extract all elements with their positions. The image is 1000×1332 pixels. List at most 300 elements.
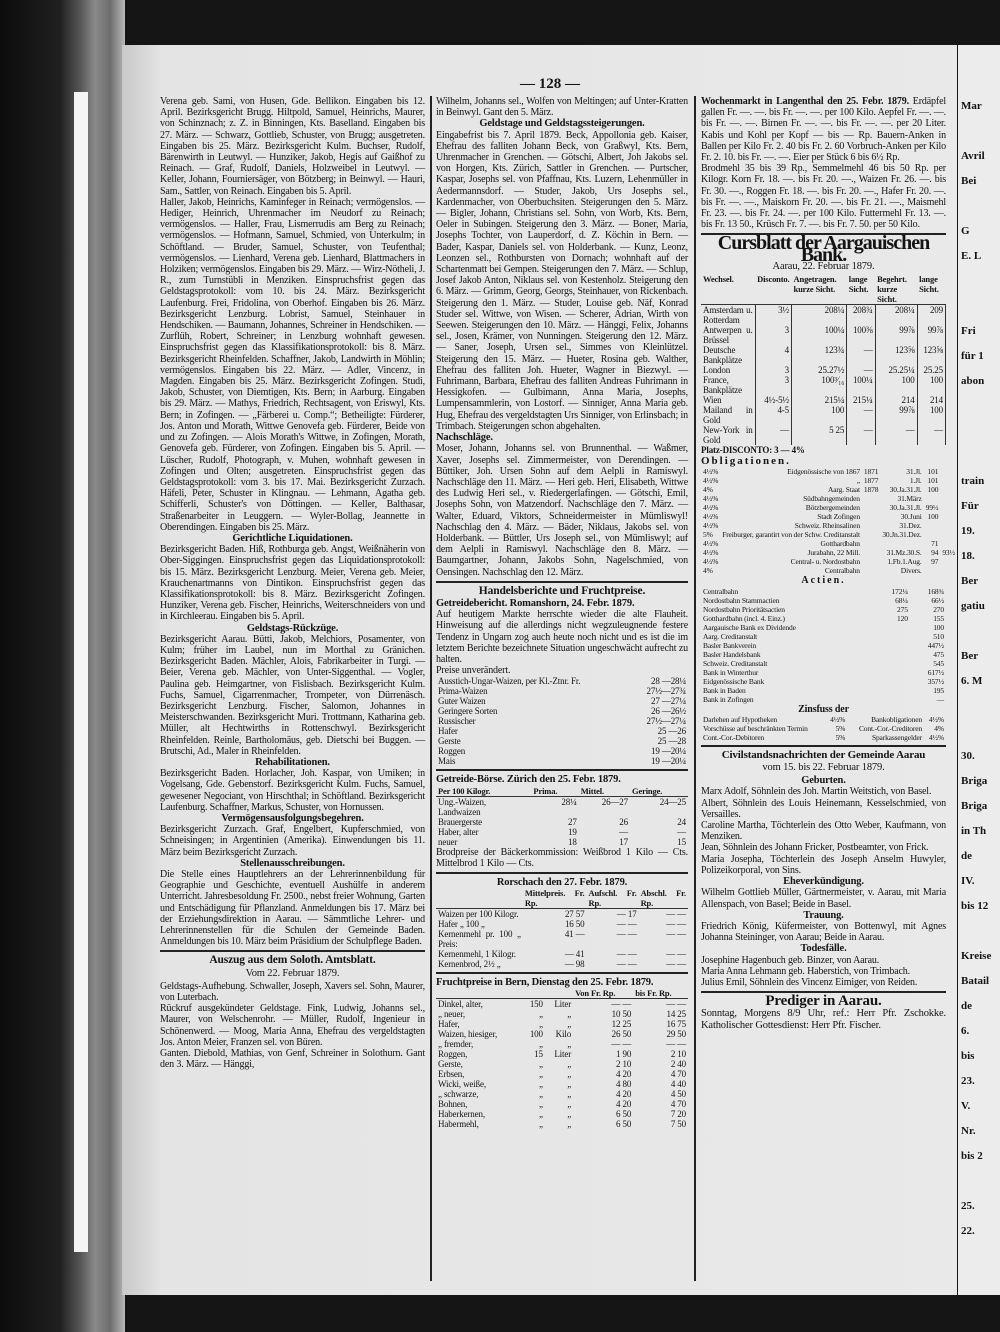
- table-cell: Roggen,: [438, 1049, 468, 1060]
- facing-page-line: Nr.: [961, 1125, 976, 1137]
- table-cell: 31.Jl.: [906, 467, 922, 477]
- table-row: [436, 1089, 688, 1099]
- table-cell: 123⅝: [875, 345, 917, 365]
- table-cell: Bank in Baden: [703, 685, 746, 695]
- table-cell: 99⅞: [875, 405, 917, 425]
- column-header: Per 100 Kilogr.: [436, 786, 531, 797]
- facing-page-line: 22.: [961, 1225, 975, 1237]
- section-title: Nachschläge.: [436, 432, 493, 444]
- table-cell: [862, 566, 880, 575]
- table-cell: [874, 632, 910, 641]
- facing-page: [958, 45, 1000, 1295]
- facing-page-line: [958, 275, 1000, 288]
- table-cell: Jurabahn, 22 Mill.: [807, 548, 860, 558]
- table-cell: 4 20: [616, 1069, 632, 1080]
- subsection-title: Geburten.: [801, 775, 846, 787]
- table-cell: 30.Ja.31.Jl.: [889, 503, 922, 513]
- table-cell: „: [539, 1089, 543, 1100]
- subsection-title: Fruchtpreise in Bern, Dienstag den 25. Febr. 1879.: [436, 977, 654, 989]
- entry: Albert, Söhnlein des Louis Heinemann, Kesselschmied, von Versailles.: [701, 797, 946, 820]
- table-row: [701, 325, 946, 345]
- zinsfuss-title: Zinsfuss der: [798, 703, 849, 715]
- table-cell: 4 70: [670, 1069, 686, 1080]
- subsection-title: Wochenmarkt in Langenthal den 25. Febr. 1879.: [701, 96, 909, 107]
- entry: Caroline Martha, Töchterlein des Otto Weber, Kaufmann, von Menziken.: [701, 820, 946, 843]
- entry: Julius Emil, Söhnlein des Vincenz Eimiger, von Reiden.: [701, 976, 918, 988]
- paragraph: Moser, Johann, Johanns sel. von Brunnenthal. — Waßmer, Xaver, Josephs sel. Zimmermeister, von Derendingen. — Büttiker, Joh. Ursen Sohn auf dem Aelpli in Ramiswyl. Nachschläge den 11. März. — Heri geb. Heri, Elisabeth, Wittwe des Ludwig Heri sel., v. Riedergerlafingen. — Götschi, Emil, Josephs Sohn, von Matzendorf. Nachschläge den 7. März. — Walter, Eduard, Viktors, Schneidermeister in Mümliswyl! Nachschlag den 4. März. — Bäder, Niklaus, Jakobs sel. von Holderbank. — Büttler, Urs Joseph sel., von Mümliswyl; auf dem Aelpli in Ramiswyl. Nachschläge den 8. März. — Baumgartner, Johann, Jakobs Sohn, Nagelschmied, von Oensingen. Nachschlag den 12. März.: [436, 443, 688, 578]
- table-cell: 30.Jn.31.Dez.: [882, 530, 922, 540]
- table-cell: 120: [897, 613, 908, 623]
- table-cell: 4½%: [703, 512, 719, 522]
- table-header-row: [436, 988, 688, 999]
- table-row: [436, 726, 688, 736]
- section-title: Vermögensausfolgungsbegehren.: [221, 813, 364, 824]
- column-3: [701, 96, 955, 1032]
- table-cell: Bank in Zofingen: [703, 694, 754, 704]
- table-cell: Bank in Winterthur: [703, 667, 759, 677]
- table-row: [436, 999, 688, 1010]
- note: Brodpreise der Bäckerkommission: Weißbrod 1 Kilo — Cts. Mittelbrod 1 Kilo — Cts.: [436, 846, 688, 869]
- facing-page-line: 23.: [961, 1075, 975, 1087]
- table-cell: 4½%: [703, 494, 719, 504]
- table-cell: Nordostbahn Prioritätsactien: [703, 604, 785, 614]
- table-cell: 123⅝: [917, 345, 945, 365]
- table-cell: Waizen, hiesiger,: [438, 1029, 498, 1040]
- table-cell: 617½: [927, 667, 944, 677]
- subsection-title: Rorschach den 27. Febr. 1879.: [496, 876, 628, 888]
- column-header: lange Sicht.: [847, 274, 875, 305]
- table-row: [436, 1099, 688, 1109]
- table-cell: 97: [931, 557, 939, 567]
- table-cell: 2 10: [670, 1049, 686, 1060]
- column-rule: [430, 96, 432, 1281]
- table-cell: 5%: [703, 530, 713, 540]
- section-title: Geldstags-Rückzüge.: [246, 622, 339, 634]
- table-cell: 99⅞: [917, 325, 945, 345]
- table-cell: France, Bankplätze: [701, 375, 755, 395]
- table-cell: 18: [567, 836, 577, 847]
- table-cell: 4½%: [703, 539, 719, 549]
- table-cell: Gerste,: [438, 1059, 463, 1070]
- table-cell: 447½: [927, 640, 944, 650]
- table-row: [436, 1059, 688, 1069]
- facing-page-line: 6.: [961, 1025, 970, 1037]
- table-cell: 475: [933, 649, 944, 659]
- paragraph: Geldstags-Aufhebung. Schwaller, Joseph, Xavers sel. Sohn, Maurer, von Luterbach.: [160, 980, 425, 1004]
- table-cell: 4 50: [670, 1089, 686, 1100]
- column-header: bis Fr. Rp.: [633, 988, 688, 999]
- table-cell: Geringere Sorten: [438, 706, 498, 717]
- table-cell: Bankobligationen: [871, 714, 923, 724]
- table-cell: 275: [897, 604, 908, 614]
- table-row: [436, 807, 688, 817]
- paragraph: [701, 96, 946, 163]
- table-cell: Landwaizen: [438, 806, 481, 817]
- table-cell: 100¼: [847, 375, 875, 395]
- column-header: Angetragen. kurze Sicht.: [792, 274, 847, 305]
- table-cell: 5%: [835, 723, 846, 733]
- table-cell: [874, 650, 910, 659]
- paragraph: Wilhelm, Johanns sel., Wolfen von Meltingen; auf Unter-Kratten in Beinwyl. Gant den 5. März.: [436, 96, 688, 119]
- divider: [160, 950, 425, 952]
- section-title: Civilstandsnachrichten der Gemeinde Aarau: [721, 748, 926, 761]
- table-cell: — —: [616, 959, 637, 970]
- table-cell: „: [567, 1119, 572, 1130]
- table-cell: 4½%: [928, 732, 944, 742]
- table-cell: 1871: [863, 467, 879, 477]
- table-cell: 3: [755, 325, 791, 345]
- table-cell: 41 —: [564, 929, 585, 940]
- paragraph: Brodmehl 35 bis 39 Rp., Semmelmehl 46 bis 50 Rp. per Kilogr. Korn Fr. 18. —. bis Fr. 20. —., Waizen Fr. 26. —. bis Fr. 30. —., Roggen Fr. 18. —. bis Fr. 20. —., Hafer Fr. 20. —. bis Fr. —. —., Maiskorn Fr. 20. —. bis Fr. 21. —., Maismehl Fr. 23. —. bis Fr. 24. —. per 100 Kilo. Futtermehl Fr. 13. —. bis Fr. 13 50., Krüsch Fr. 7. —. bis Fr. 7. 50. per 50 Kilo.: [701, 163, 946, 231]
- column-header: Abschl. Fr. Rp.: [640, 888, 686, 909]
- table-cell: [874, 641, 910, 650]
- table-row: [436, 1079, 688, 1089]
- table-cell: 214: [875, 395, 917, 405]
- table-cell: Wicki, weiße,: [438, 1079, 486, 1090]
- paragraph: Bezirksgericht Baden. Hiß, Rothburga geb. Angst, Weißnäherin von Ober-Siggingen. Einspruchsfrist gegen das Liquidationsprotokoll: bis 15. März. Bezirksgericht Lenzburg. Meier, Verena geb. Meier, Krauchenartmanns von Dintikon. Einspruchsfrist gegen das Klassifikationsprotokoll: bis 8. März. Bezirksgericht Zofingen. Hunziker, Verena geb. Fischer, Heinrichs, Weiterschneiders von und in Kirchleerau. Eingaben bis 5. April.: [160, 544, 425, 623]
- table-cell: 4 80: [616, 1079, 632, 1090]
- column-rule: [694, 96, 696, 1281]
- table-cell: [862, 557, 880, 566]
- table-cell: —: [677, 826, 686, 837]
- exchange-table: [701, 274, 946, 445]
- table-cell: 7 20: [670, 1109, 686, 1120]
- table-cell: Antwerpen u. Brüssel: [701, 325, 755, 345]
- table-cell: 66½: [931, 595, 944, 605]
- table-cell: [880, 539, 923, 548]
- table-row: [701, 695, 946, 704]
- table-row: [701, 539, 957, 548]
- column-header: Wechsel.: [701, 274, 755, 305]
- table-cell: — 98: [564, 959, 585, 970]
- column-header: lange Sicht.: [917, 274, 945, 305]
- table-cell: 10 50: [611, 1009, 632, 1020]
- table-row: [701, 485, 957, 494]
- table-row: [701, 557, 957, 566]
- facing-page-line: Für: [961, 500, 979, 512]
- table-cell: „: [539, 1039, 543, 1050]
- table-cell: „: [539, 1059, 543, 1070]
- section-title: Rehabilitationen.: [255, 756, 330, 768]
- table-cell: Schweiz. Creditanstalt: [703, 658, 768, 668]
- table-cell: [862, 503, 880, 512]
- facing-page-line: 18.: [961, 550, 975, 562]
- facing-page-line: IV.: [961, 875, 975, 887]
- facing-page-line: [958, 725, 1000, 738]
- table-cell: — 17: [616, 909, 637, 920]
- table-row: [701, 566, 957, 575]
- table-row: [701, 530, 957, 539]
- table-cell: 4½%: [703, 521, 719, 531]
- table-row: [701, 623, 946, 632]
- table-cell: [862, 548, 880, 557]
- price-table: [436, 676, 688, 766]
- paragraph: Preise unverändert.: [436, 665, 511, 677]
- section-title: Stellenausschreibungen.: [240, 857, 345, 869]
- section-title: Prediger in Aarau.: [765, 993, 882, 1010]
- table-cell: 4½-5½: [755, 395, 791, 405]
- table-cell: 4½%: [703, 557, 719, 567]
- table-cell: 1878: [863, 485, 879, 495]
- table-cell: „: [567, 1039, 572, 1050]
- table-cell: — —: [616, 949, 637, 960]
- table-cell: Cont.-Cor.-Debitoren: [703, 732, 765, 742]
- table-row: [436, 827, 688, 837]
- facing-page-line: [958, 1175, 1000, 1188]
- table-cell: [862, 539, 880, 548]
- table-cell: [940, 521, 957, 530]
- table-cell: — —: [666, 959, 686, 970]
- table-cell: 5 25: [792, 425, 847, 445]
- table-row: [701, 548, 957, 557]
- table-cell: Centralbahn: [703, 586, 739, 596]
- table-row: [701, 715, 946, 724]
- table-cell: [531, 807, 578, 817]
- table-cell: —: [917, 425, 945, 445]
- table-cell: Hafer: [438, 726, 458, 737]
- obligationen-title: Obligationen.: [701, 455, 791, 468]
- table-cell: 16 75: [666, 1019, 686, 1030]
- entry: Jean, Söhnlein des Johann Fricker, Postbeamter, von Frick.: [701, 842, 929, 854]
- table-cell: 30.Juni: [900, 512, 922, 522]
- entry: Maria Anna Lehmann geb. Haberstich, von Trimbach.: [701, 965, 910, 977]
- paragraph: Bezirksgericht Baden. Horlacher, Joh. Kaspar, von Umiken; in Vogelsang, Gde. Gebenstorf. Bezirksgericht Kulm. Fuchs, Samuel, gewesener Negociant, von Hirschthal; in Schöftland. Bezirksgericht Laufenburg. Schaffner, Markus, Schuster, von Hornussen.: [160, 768, 425, 813]
- table-cell: Eidgenössische von 1867: [787, 467, 860, 477]
- table-cell: 4½%: [703, 476, 719, 486]
- table-cell: [630, 807, 688, 817]
- table-cell: 94: [931, 548, 939, 558]
- table-cell: „: [567, 1089, 572, 1100]
- paragraph: Eingabefrist bis 7. April 1879. Beck, Appollonia geb. Kaiser, Ehefrau des falliten Johann Beck, von Graßwyl, Kts. Bern, Uhrenmacher in Grenchen. — Götschi, Albert, Joh Jakobs sel. von Horgen, Kts. Zürich, Sattler in Grenchen. — Purtscher, Kaspar, Josephs sel. von Pfaffnau, Kts. Luzern, Lehenmüller in Aedermannsdorf. — Studer, Jakob, Urs Josephs sel., Kardenmacher, von Oberbuchsiten. Steigerungen den 5. März. — Bigler, Johann, Christians sel. Sohn, von Worb, Kts. Bern, Oeler in Subingen. Steigerung den 3. März. — Boner, Maria, Josephs Tochter, von Lauperdorf, d. Z. Köchin in Bern. — Bader, Kaspar, Daniels sel. von Holderbank. — Kunz, Leonz, Leonzen sel., Rothbursten von Dornach; wohnhaft auf der Schartenmatt bei Gempen. Steigerungen den 7. März. — Schlup, Josef Jakob Anton, Niklaus sel. von Kestenholz. Steigerung den 6. März. — Grimm, Georg, Georgs, Steinhauer, von Rickenbach. Steigerung den 1. März. — Studer, Louise geb. Näf, Konrad Studer sel. Wittwe, von Wisen. — Scherer, Adrian, Wirth von Seewen. Steigerungen den 10. März. — Hänggi, Felix, Johanns sel., Josen, Krämer, von Nunningen. Steigerung den 12. März. — Saner, Joseph, Ursen sel., Simmes von Kleinlützel. Steigerung den 15. März. — Hueter, Rosina geb. Walther, Ehefrau des falliten Joh. Hueter, Wagner in Biezwyl. — Fuhrimann, Barbara, Ehefrau des falliten Andreas Fuhrimann in Hessigkofen. — Gulbimann, Anna Maria, Josephs, Lumpensammlerin, von Lostorf. — Sinniger, Anna Maria geb. Hug, Ehefrau des vergeldstagten Urs Sinniger, von Erlinsbach; in Trimbach. Steigerungen schon abgehalten.: [436, 129, 688, 432]
- table-cell: Haber, alter: [438, 826, 479, 837]
- facing-page-line: bis 2: [961, 1150, 983, 1162]
- table-row: [436, 837, 688, 847]
- table-cell: Centralbahn: [824, 566, 860, 576]
- table-cell: — —: [611, 999, 632, 1010]
- table-cell: 26—27: [601, 796, 628, 807]
- table-row: [701, 724, 946, 733]
- table-cell: Hafer,: [438, 1019, 460, 1030]
- paragraph: Rückruf ausgekündeter Geldstage. Fink, Ludwig, Johanns sel., Maurer, von Welschenrohr. — Müller, Rudolf, Ingenieur in Schönenwerd. — Moog, Maria Anna, Ehefrau des vergeldstagten Jos. Anton Meier, Franzen sel. von Büren.: [160, 1003, 425, 1048]
- table-cell: [940, 566, 957, 575]
- facing-page-line: abon: [961, 375, 985, 387]
- entry: Marx Adolf, Söhnlein des Joh. Martin Weitstich, von Basel.: [701, 786, 932, 798]
- table-cell: [940, 467, 957, 476]
- table-cell: [940, 539, 957, 548]
- paragraph: Verena geb. Sami, von Husen, Gde. Bellikon. Eingaben bis 12. April. Bezirksgericht Brugg. Hiltpold, Samuel, Heinrichs, Maurer, von Schinznach; z. Z. in Binningen, Kts. Baselland. Eingaben bis 27. März. — Schwarz, Gottlieb, Schuster, von Brugg; ausgetreten. Eingaben bis 25. März. Bezirksgericht Kulm. Buchser, Rudolf, Bärenwirth in Leutwyl. — Hunziker, Jakob, Hegis auf Gaißhof zu Reinach. — Graf, Rudolf, Daniels, Holzweibel in Leutwyl. — Keller, Johann, Fourniersäger, von Bötzberg; in Beinwyl. — Hauri, Sam., Sattler, von Reinach. Eingaben bis 5. April.: [160, 96, 425, 197]
- table-cell: London: [701, 365, 755, 375]
- section-date: vom 15. bis 22. Februar 1879.: [762, 762, 885, 774]
- table-cell: 19: [567, 826, 577, 837]
- table-row: [701, 375, 946, 395]
- table-cell: „: [539, 1109, 543, 1120]
- table-cell: Hafer „ 100 „: [438, 919, 485, 930]
- facing-page-line: Ber: [961, 575, 979, 587]
- table-cell: Aargauische Bank ex Dividende: [703, 622, 796, 632]
- table-cell: [579, 807, 630, 817]
- table-cell: „: [539, 1009, 543, 1020]
- table-cell: „: [567, 1109, 572, 1120]
- facing-page-line: E. L: [961, 250, 982, 262]
- table-cell: [940, 494, 957, 503]
- table-cell: 24: [677, 816, 686, 827]
- table-row: [436, 1069, 688, 1079]
- table-cell: Gerste: [438, 736, 461, 747]
- table-cell: 2 40: [670, 1059, 686, 1070]
- section-title: Geldstage und Geldstagssteigerungen.: [479, 118, 645, 130]
- table-cell: 209: [917, 305, 945, 326]
- table-cell: 270: [933, 604, 944, 614]
- table-cell: „ schwarze,: [438, 1089, 479, 1100]
- table-row: [701, 686, 946, 695]
- facing-page-line: Kreise: [961, 950, 992, 962]
- table-cell: 215¼: [792, 395, 847, 405]
- table-cell: [924, 530, 941, 539]
- column-header: [522, 988, 545, 999]
- table-cell: —: [847, 425, 875, 445]
- table-cell: —: [936, 694, 944, 704]
- table-cell: „ fremder,: [438, 1039, 474, 1050]
- table-cell: 27: [567, 816, 577, 827]
- table-cell: Cont.-Cor.-Creditoren: [858, 723, 923, 733]
- table-cell: 4: [755, 345, 791, 365]
- table-cell: [874, 686, 910, 695]
- table-row: [436, 796, 688, 807]
- paper-strip: [74, 92, 88, 1252]
- table-cell: 15: [677, 836, 686, 847]
- table-cell: Habermehl,: [438, 1119, 479, 1130]
- table-cell: 2 10: [616, 1059, 632, 1070]
- column-header: Mittelpreis. Fr. Rp.: [524, 888, 585, 909]
- table-cell: Mais: [438, 756, 456, 767]
- table-cell: 4%: [703, 485, 713, 495]
- table-cell: 19 —20¼: [651, 746, 686, 757]
- actien-table: [701, 587, 946, 704]
- table-cell: 71: [931, 539, 939, 549]
- table-cell: Prima-Waizen: [438, 686, 488, 697]
- table-cell: Gotthardbahn: [820, 539, 860, 549]
- table-row: [701, 677, 946, 686]
- table-cell: 357½: [927, 676, 944, 686]
- table-cell: 4½%: [928, 714, 944, 724]
- table-cell: 14 25: [666, 1009, 686, 1020]
- table-cell: 4 20: [616, 1089, 632, 1100]
- table-row: [436, 1119, 688, 1129]
- table-cell: 19 —20¼: [651, 756, 686, 767]
- table-cell: 4½%: [703, 503, 719, 513]
- table-cell: 27 —27¼: [651, 696, 686, 707]
- table-cell: [940, 503, 957, 512]
- table-cell: Waizen per 100 Kilogr.: [438, 909, 519, 920]
- table-cell: 1 90: [616, 1049, 632, 1060]
- table-cell: 68¼: [895, 595, 908, 605]
- facing-page-line: de: [961, 1000, 972, 1012]
- table-cell: 100: [529, 1029, 543, 1040]
- facing-page-line: [958, 450, 1000, 463]
- table-cell: Gotthardbahn (incl. 4. Einz.): [703, 613, 785, 623]
- table-cell: Schweiz. Rheinsalinen: [794, 521, 860, 531]
- facing-page-line: 25.: [961, 1200, 975, 1212]
- table-cell: 4 40: [670, 1079, 686, 1090]
- table-row: [701, 521, 957, 530]
- table-cell: Deutsche Bankplätze: [701, 345, 755, 365]
- table-cell: 7 50: [670, 1119, 686, 1130]
- table-cell: „: [539, 1119, 543, 1130]
- table-cell: — —: [616, 919, 637, 930]
- facing-page-line: Mar: [961, 100, 982, 112]
- table-cell: 93½: [942, 548, 955, 558]
- table-cell: „: [567, 1079, 572, 1090]
- table-header-row: [701, 274, 946, 305]
- section-title: Auszug aus dem Soloth. Amtsblatt.: [209, 954, 376, 967]
- table-cell: 3: [755, 375, 791, 395]
- facing-page-line: Avril: [961, 150, 985, 162]
- table-row: [701, 395, 946, 405]
- section-title: Gerichtliche Liquidationen.: [232, 532, 353, 544]
- paragraph: Ganten. Diebold, Mathias, von Genf, Schreiner in Solothurn. Gant den 3. März. — Hänggi,: [160, 1048, 425, 1071]
- table-cell: Central- u. Nordostbahn: [790, 557, 860, 567]
- table-cell: —: [847, 345, 875, 365]
- table-cell: 195: [933, 685, 944, 695]
- table-row: [701, 632, 946, 641]
- table-cell: — —: [666, 1039, 686, 1050]
- facing-page-line: bis 12: [961, 900, 989, 912]
- table-cell: 4½%: [703, 548, 719, 558]
- table-cell: 1.Jl.: [909, 476, 922, 486]
- table-cell: 30.Ja.31.Jl.: [889, 485, 922, 495]
- table-cell: „ neuer,: [438, 1009, 465, 1020]
- facing-page-line: [958, 925, 1000, 938]
- table-cell: „: [567, 1099, 572, 1110]
- table-cell: [940, 485, 957, 494]
- table-cell: 29 50: [666, 1029, 686, 1040]
- paragraph: Bezirksgericht Aarau. Bütti, Jakob, Melchiors, Posamenter, von Kulm; früher im Laubel, nun im Morthal zu Gränichen. Bezirksgericht Baden. Mächler, Alois, Fabrikarbeiter in Turgi. — Beier, Verena geb. Mächler, von Unter-Siggenthal. — Vogler, Paulina geb. Heimgartner, von Fislisbach. Bezirksgericht Kulm. Fuchs, Samuel, Cigarrenmacher, Trompeter, von Dürrenäsch. Bezirksgericht Lenzburg. Fischer, Salomon, Johannes in Meisterschwanden. Bezirksgericht Muri. Trottmann, Katharina geb. Müller, alt Hechtwirths in Rottenschwyl. Bezirksgericht Rheinfelden. Reinle, Bartholomäus, geb. Dietschi bei Buggen. — Brutschi, Ad., Maler in Rheinfelden.: [160, 633, 425, 757]
- table-cell: — —: [666, 949, 686, 960]
- facing-page-line: Briga: [961, 800, 988, 812]
- table-row: [436, 909, 688, 920]
- table-cell: [874, 659, 910, 668]
- table-row: [436, 686, 688, 696]
- facing-page-line: gatiu: [961, 600, 985, 612]
- column-header: [436, 988, 522, 999]
- table-cell: 28¼: [561, 796, 577, 807]
- table-cell: [862, 521, 880, 530]
- paragraph: Bezirksgericht Zurzach. Graf, Engelbert, Kupferschmied, von Schneisingen; in Argentinien (Amerika). Einwendungen bis 11. März beim Bezirksgericht Zurzach.: [160, 824, 425, 858]
- paragraph: Haller, Jakob, Heinrichs, Kaminfeger in Reinach; vermögenslos. — Hediger, Heinrich, Uhrenmacher im Neudorf zu Reinach; vermögenslos. — Haller, Frau, Lismerrudis am Berg zu Reinach; vermögenslos. — Hofmann, Samuel, Schmied, von Unterkulm; in Schöftland. — Bruder, Samuel, Schuster, von Teufenthal; vermögenslos. — Lienhard, Verena geb. Lienhard, Blattmachers in Holziken; vermögenslos. Eingaben bis 29. März. — Wirz-Nötheli, J. R., zum Turnstübli in Menziken. Einspruchsfrist gegen das Geldstagsprotokoll: vom 10. bis 24. März. Bezirksgericht Laufenburg. Frei, Fridolina, von Oberhof. Eingaben bis 26. März. Bezirksgericht Lenzburg. Lobrist, Samuel, Steinhauer in Hendschiken. — Baumann, Johannes, Schreiner in Hendschiken. — Zurflüh, Robert, Schreiner; in Lenzburg wohnhaft gewesen. Einspruchsfrist gegen das Klassifikationsprotokoll: bis 8. März. Bezirksgericht Rheinfelden. Schaffner, Jakob, Landwirth in Möhlin; vermögenslos. Eingaben bis 22. März. — Adler, Vincenz, in Magden. Eingaben bis 25. März. Bezirksgericht Zofingen. Studi, Jakob, Schuster, von Diemtigen, Kts. Bern; in Aarburg. Eingaben bis 29. März. — Mathys, Friedrich, Rechtsagent, von Eriswyl, Kts. Bern; in Zofingen. — „Färberei u. Comp.“; Betheiligte: Fürderer, Jos. Anton und Morath, Wittwe Genovefa geb. Fürderer, Beide von und zu Zofingen. — Alois Morath's Wittwe, in Zofingen, Morath, Genovefa geb. Fürderer, von Zofingen. Eingaben bis 5. April. — Lüscher, Rudolf, Photograph, v. Muhen, wohnhaft gewesen in Zofingen und Olten; ausgetreten. Einspruchsfrist gegen das Geldstagsprotokoll: vom 3. bis 17. Mai. Bezirksgericht Zurzach. Häfeli, Peter, Schuster in Klingnau. — Lehmann, Agatha geb. Schifferli, Schuster's von Döttingen. — Keller, Balthasar, Straßenarbeiter in Leuggern. — Wyler-Bollag, Jeannette in Oberendingen. Eingaben bis 25. März.: [160, 196, 425, 533]
- column-2: [436, 96, 688, 1129]
- table-cell: [862, 530, 880, 539]
- table-row: [701, 476, 957, 485]
- table-cell: — —: [616, 929, 637, 940]
- table-cell: [874, 695, 910, 704]
- table-cell: [874, 677, 910, 686]
- table-row: [701, 587, 946, 596]
- table-cell: 27 57: [564, 909, 585, 920]
- table-cell: 3½: [755, 305, 791, 326]
- table-row: [701, 650, 946, 659]
- table-row: [701, 345, 946, 365]
- table-cell: „: [539, 1079, 543, 1090]
- boerse-table: [436, 786, 688, 847]
- table-cell: 101: [927, 467, 939, 477]
- table-cell: „: [567, 1069, 572, 1080]
- facing-page-line: de: [961, 850, 972, 862]
- table-cell: 4½%: [830, 714, 846, 724]
- table-cell: [862, 512, 880, 521]
- table-row: [701, 614, 946, 623]
- table-row: [436, 736, 688, 746]
- table-cell: 208¼: [875, 305, 917, 326]
